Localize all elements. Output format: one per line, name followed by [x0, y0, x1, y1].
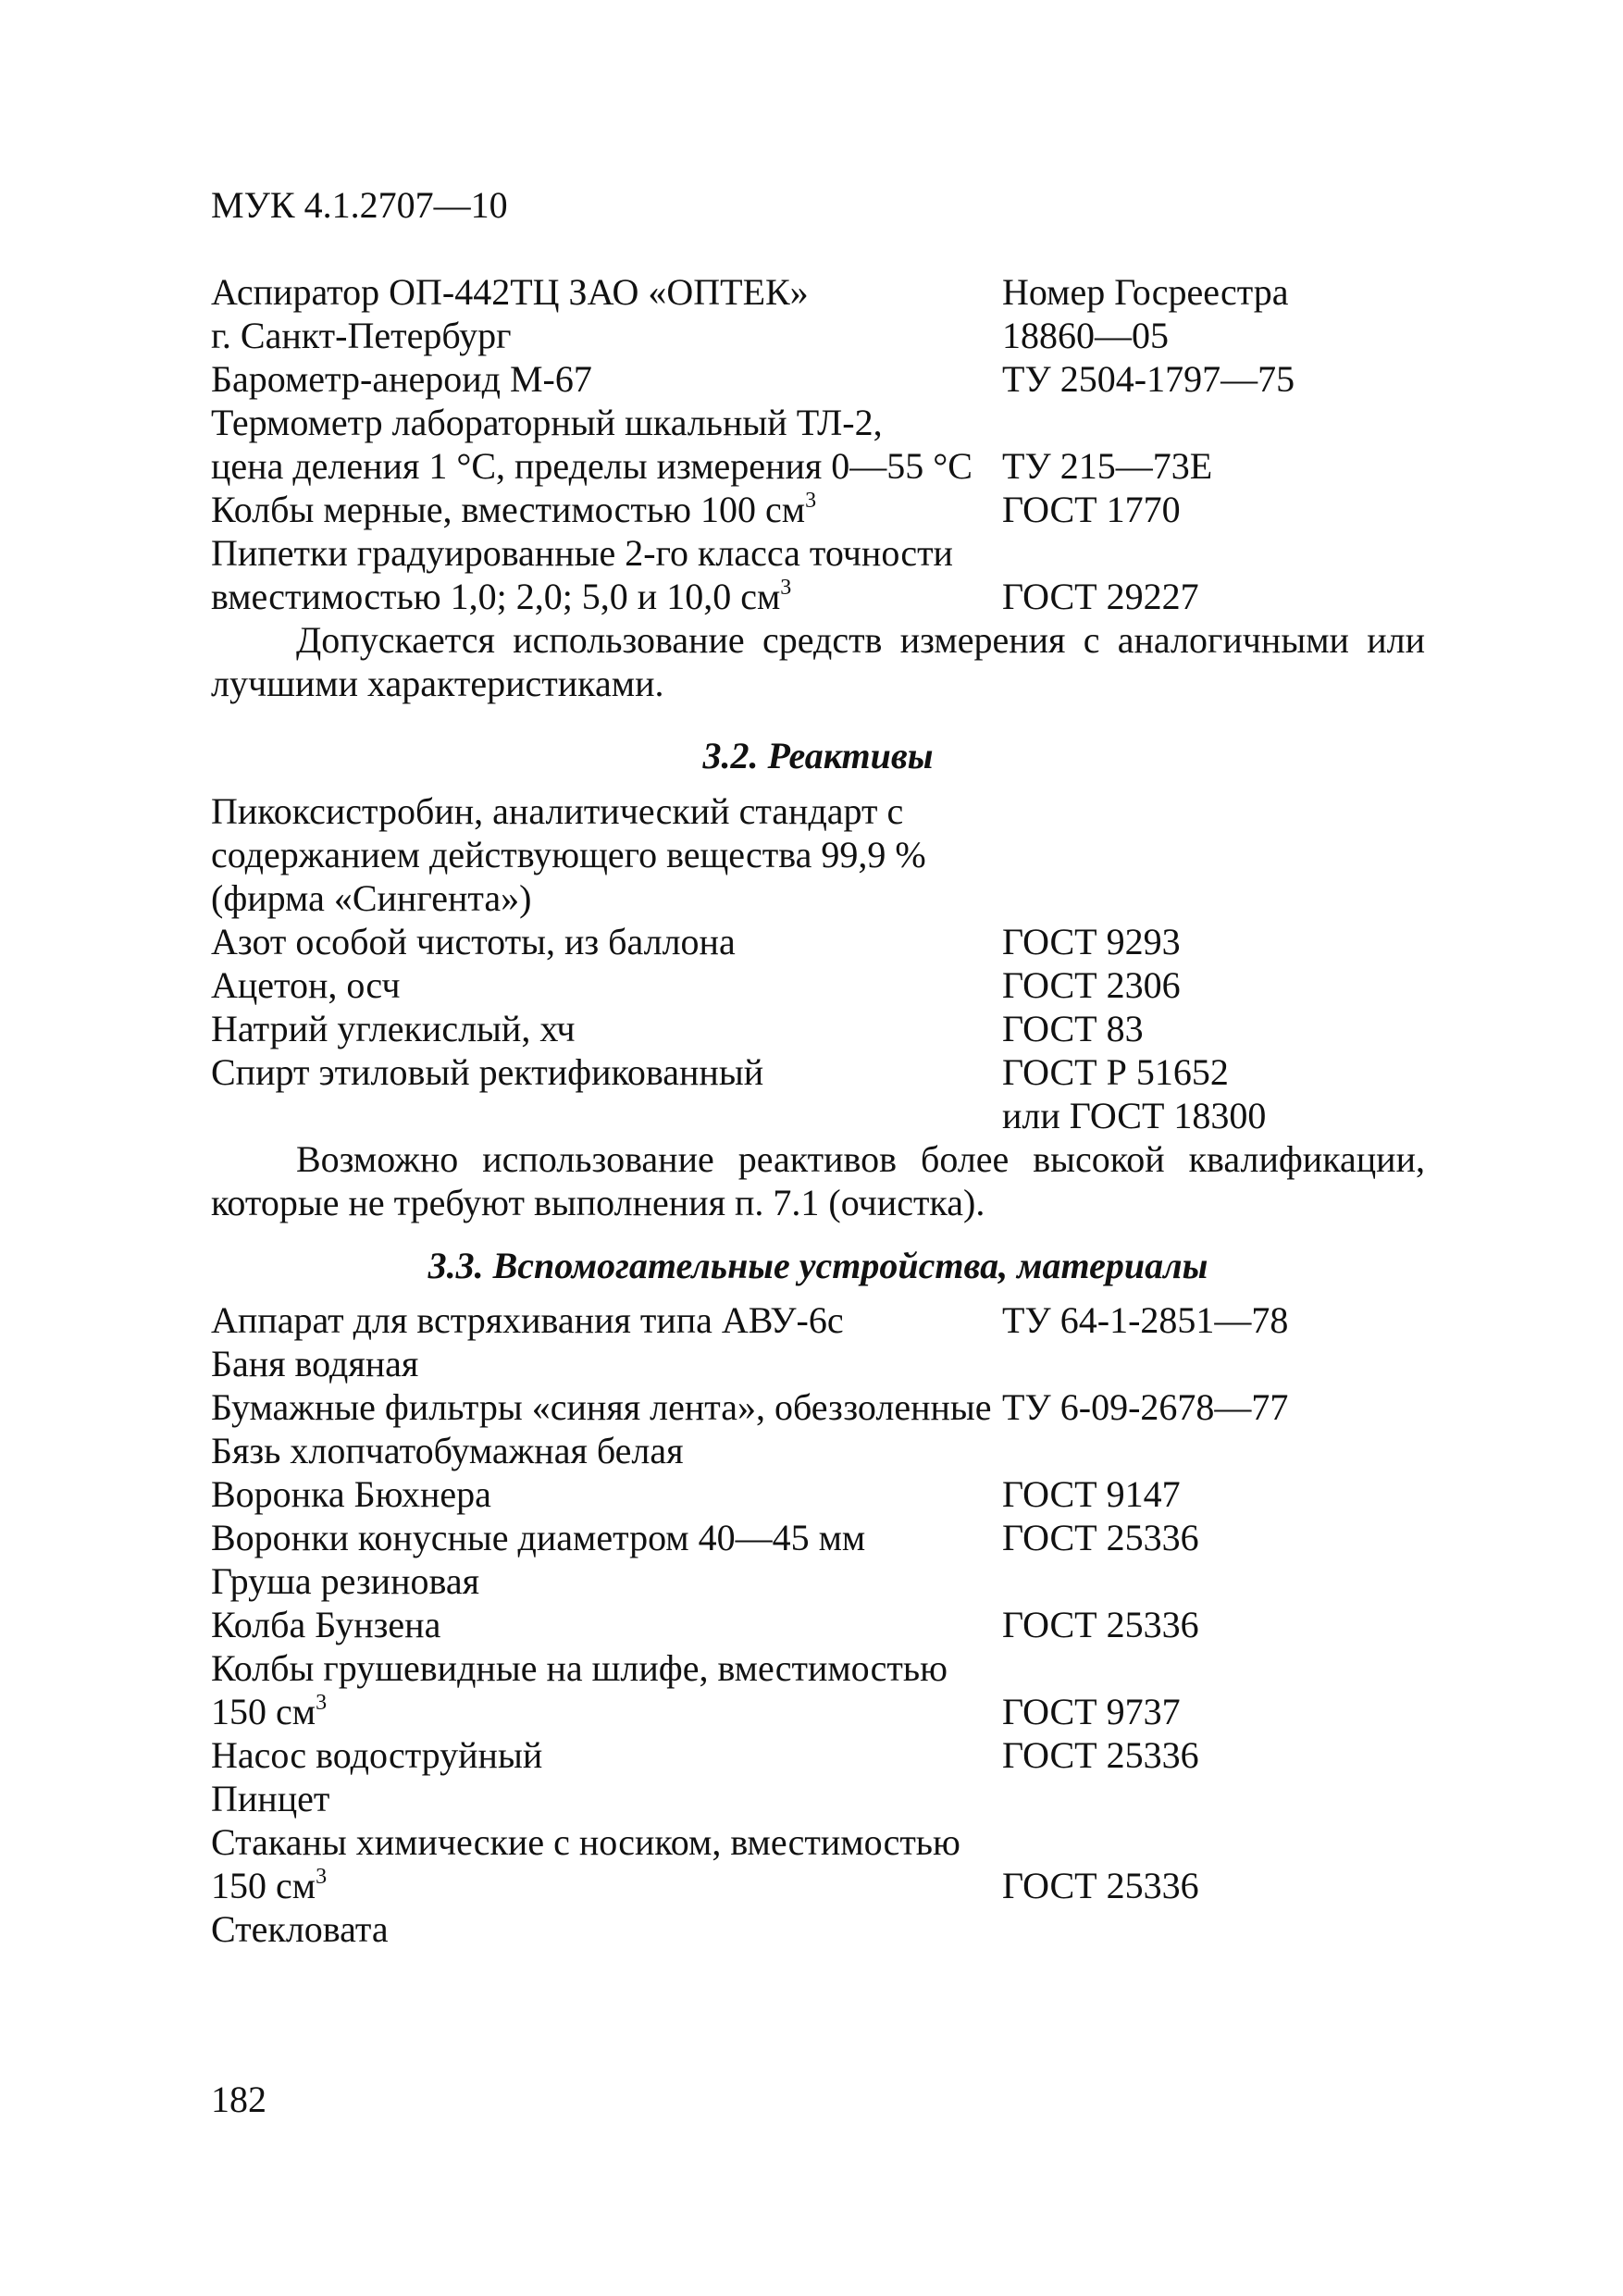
- section-title-auxiliary: 3.3. Вспомогательные устройства, материалы: [427, 1245, 1208, 1286]
- item-name-text: 150 см: [211, 1691, 316, 1732]
- item-name: Воронка Бюхнера: [211, 1473, 491, 1515]
- item-reference: ГОСТ 29227: [1002, 576, 1199, 617]
- reagents-list: [211, 789, 1432, 1137]
- item-name: Колбы грушевидные на шлифе, вместимостью: [211, 1647, 948, 1689]
- item-name-text: вместимостью 1,0; 2,0; 5,0 и 10,0 см: [211, 576, 781, 617]
- item-name-text: Колбы мерные, вместимостью 100 см: [211, 489, 806, 530]
- list-row: [211, 1429, 1432, 1472]
- list-row: [211, 1733, 1432, 1777]
- item-name: содержанием действующего вещества 99,9 %: [211, 834, 926, 875]
- auxiliary-list: [211, 1298, 1432, 1951]
- item-name: [211, 1864, 327, 1907]
- superscript-unit: 3: [805, 489, 817, 513]
- item-name: Ацетон, осч: [211, 964, 401, 1006]
- list-row: [211, 1516, 1432, 1559]
- paragraph-text: Допускается использование средств измерения с аналогичными или лучшими характеристиками.: [211, 619, 1425, 704]
- item-name: Натрий углекислый, хч: [211, 1008, 576, 1049]
- document-code-header: МУК 4.1.2707—10: [211, 184, 508, 226]
- list-row: [211, 488, 1432, 531]
- item-name: Баня водяная: [211, 1343, 419, 1384]
- item-name: Стаканы химические с носиком, вместимостью: [211, 1821, 960, 1863]
- item-reference: ГОСТ 83: [1002, 1008, 1144, 1049]
- item-name: Воронки конусные диаметром 40—45 мм: [211, 1517, 866, 1558]
- list-row: [211, 531, 1432, 575]
- item-name: (фирма «Сингента»): [211, 877, 532, 919]
- item-name: Аппарат для встряхивания типа АВУ-6с: [211, 1299, 844, 1341]
- section-title-reagents: 3.2. Реактивы: [702, 735, 934, 776]
- item-reference: ТУ 64-1-2851—78: [1002, 1299, 1289, 1341]
- paragraph-text: Возможно использование реактивов более высокой квалификации, которые не требуют выполнения п. 7.1 (очистка).: [211, 1138, 1425, 1223]
- item-reference: 18860—05: [1002, 315, 1169, 356]
- item-reference: ГОСТ 2306: [1002, 964, 1181, 1006]
- list-row: [211, 920, 1432, 963]
- equipment-list: [211, 270, 1432, 618]
- list-row: [211, 1342, 1432, 1385]
- list-row: [211, 1385, 1432, 1429]
- item-name: Колба Бунзена: [211, 1604, 441, 1645]
- item-reference: или ГОСТ 18300: [1002, 1095, 1267, 1136]
- item-name: Пипетки градуированные 2-го класса точности: [211, 532, 953, 574]
- item-reference: ГОСТ 1770: [1002, 489, 1181, 530]
- list-row: [211, 1094, 1432, 1137]
- item-name: Бумажные фильтры «синяя лента», обеззоленные: [211, 1386, 992, 1428]
- list-row: [211, 444, 1432, 488]
- item-name: Термометр лабораторный шкальный ТЛ-2,: [211, 402, 883, 443]
- item-reference: ГОСТ 25336: [1002, 1734, 1199, 1776]
- item-name: Азот особой чистоты, из баллона: [211, 921, 736, 962]
- list-row: [211, 1603, 1432, 1646]
- item-name: [211, 1690, 327, 1733]
- item-name: Насос водоструйный: [211, 1734, 543, 1776]
- list-row: [211, 357, 1432, 401]
- reagents-note-paragraph: [211, 1137, 1425, 1224]
- list-row: [211, 1820, 1432, 1864]
- list-row: [211, 1646, 1432, 1690]
- list-row: [211, 833, 1432, 876]
- item-reference: ГОСТ 9293: [1002, 921, 1181, 962]
- list-row: [211, 789, 1432, 833]
- list-row: [211, 1472, 1432, 1516]
- item-name: [211, 488, 816, 531]
- list-row: [211, 575, 1432, 618]
- item-reference: Номер Госреестра: [1002, 271, 1289, 313]
- item-name: Пикоксистробин, аналитический стандарт с: [211, 790, 904, 832]
- page-number: 182: [211, 2079, 266, 2120]
- list-row: [211, 314, 1432, 357]
- item-reference: ГОСТ 25336: [1002, 1604, 1199, 1645]
- equipment-note-paragraph: [211, 618, 1425, 705]
- item-name: [211, 575, 791, 618]
- item-reference: ГОСТ 9737: [1002, 1691, 1181, 1732]
- superscript-unit: 3: [316, 1691, 328, 1715]
- item-name: Стекловата: [211, 1908, 389, 1950]
- item-name: Груша резиновая: [211, 1560, 479, 1602]
- item-reference: ГОСТ 25336: [1002, 1865, 1199, 1906]
- list-row: [211, 1007, 1432, 1050]
- item-name-text: 150 см: [211, 1865, 316, 1906]
- list-row: [211, 1690, 1432, 1733]
- list-row: [211, 1559, 1432, 1603]
- list-row: [211, 1907, 1432, 1951]
- item-name: Пинцет: [211, 1778, 330, 1819]
- item-name: г. Санкт-Петербург: [211, 315, 512, 356]
- list-row: [211, 963, 1432, 1007]
- list-row: [211, 401, 1432, 444]
- item-name: Аспиратор ОП-442ТЦ ЗАО «ОПТЕК»: [211, 271, 809, 313]
- item-name: Бязь хлопчатобумажная белая: [211, 1430, 684, 1471]
- item-name: цена деления 1 °С, пределы измерения 0—55 °С: [211, 445, 973, 487]
- list-row: [211, 1050, 1432, 1094]
- item-reference: ГОСТ Р 51652: [1002, 1051, 1229, 1093]
- item-name: Барометр-анероид М-67: [211, 358, 592, 400]
- list-row: [211, 1864, 1432, 1907]
- list-row: [211, 1777, 1432, 1820]
- item-reference: ГОСТ 9147: [1002, 1473, 1181, 1515]
- item-name: Спирт этиловый ректификованный: [211, 1051, 764, 1093]
- item-reference: ГОСТ 25336: [1002, 1517, 1199, 1558]
- item-reference: ТУ 6-09-2678—77: [1002, 1386, 1289, 1428]
- superscript-unit: 3: [780, 576, 792, 600]
- superscript-unit: 3: [316, 1865, 328, 1889]
- list-row: [211, 876, 1432, 920]
- list-row: [211, 270, 1432, 314]
- list-row: [211, 1298, 1432, 1342]
- item-reference: ТУ 215—73Е: [1002, 445, 1213, 487]
- item-reference: ТУ 2504-1797—75: [1002, 358, 1295, 400]
